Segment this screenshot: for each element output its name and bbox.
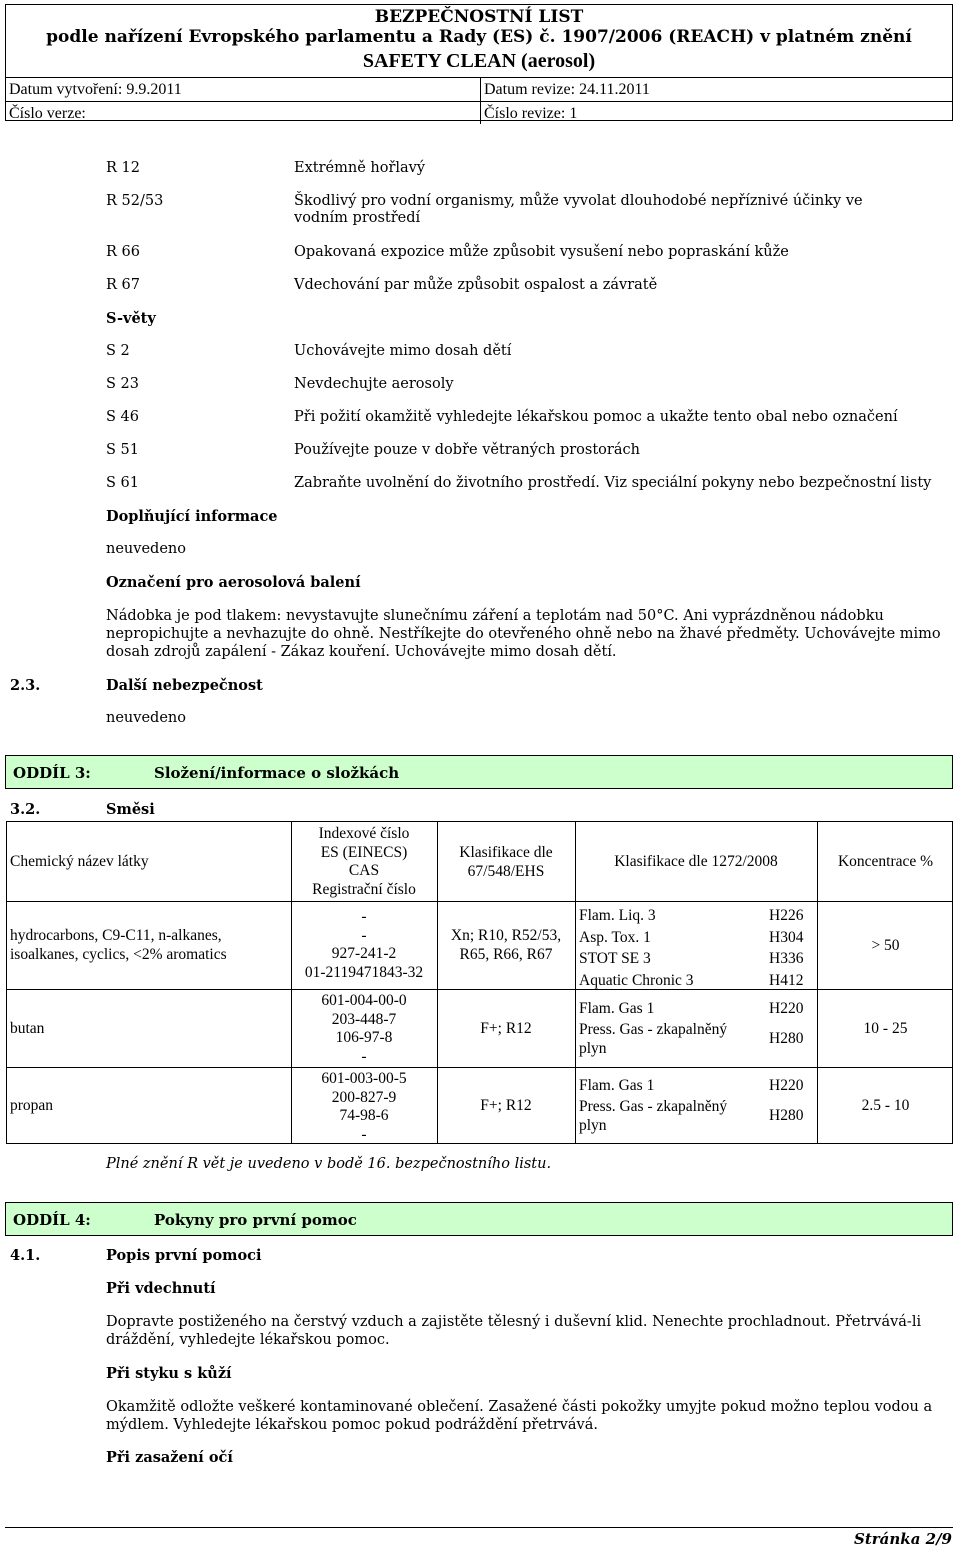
- section-number: ODDÍL 4:: [13, 1211, 91, 1229]
- footer-divider: [5, 1527, 953, 1528]
- table-row-class67: F+; R12: [480, 1097, 532, 1114]
- s-phrase-text: Nevdechujte aerosoly: [294, 376, 454, 392]
- id-line: 203-448-7: [331, 1010, 397, 1028]
- section-4-bar: [5, 1202, 953, 1236]
- page-number: Stránka 2/9: [854, 1530, 952, 1548]
- other-hazards-number: 2.3.: [10, 677, 41, 694]
- aerosol-text: Nádobka je pod tlakem: nevystavujte slunečnímu záření a teplotám nad 50°C. Ani vyprázdněnou nádobku nepropichujte a nevhazujte do ohně. Nestříkejte do otevřeného ohně nebo na žhavé předměty. Uchovávejte mimo dosah zdrojů zapálení - Zákaz kouření. Uchovávejte mimo dosah dětí.: [106, 608, 941, 660]
- table-row-h-statements: [769, 905, 803, 991]
- eye-contact-heading: Při zasažení očí: [106, 1449, 233, 1466]
- hazard-class: Asp. Tox. 1: [579, 928, 651, 946]
- name-line: isoalkanes, cyclics, <2% aromatics: [10, 945, 227, 963]
- r-phrases-note: Plné znění R vět je uvedeno v bodě 16. bezpečnostního listu.: [106, 1156, 552, 1172]
- table-row-classes: [579, 905, 749, 991]
- id-line: -: [361, 1125, 367, 1143]
- inhalation-heading: Při vdechnutí: [106, 1280, 216, 1297]
- table-row-class67: F+; R12: [480, 1020, 532, 1037]
- id-line: 200-827-9: [331, 1088, 397, 1106]
- table-row-name: propan: [10, 1097, 54, 1114]
- doc-title: BEZPEČNOSTNÍ LIST: [374, 7, 584, 27]
- product-name: SAFETY CLEAN (aerosol): [6, 50, 952, 78]
- skin-contact-heading: Při styku s kůží: [106, 1365, 232, 1382]
- id-line: 601-004-00-0: [321, 992, 407, 1009]
- aerosol-heading: Označení pro aerosolová balení: [106, 574, 361, 591]
- s-phrase-code: S 2: [106, 343, 130, 359]
- r-phrase-code: R 66: [106, 244, 140, 260]
- hazard-class: Press. Gas - zkapalněný plyn: [579, 1098, 728, 1134]
- s-phrase-text: Při požití okamžitě vyhledejte lékařskou pomoc a ukažte tento obal nebo označení: [294, 409, 898, 425]
- header-class-67-548: [437, 844, 575, 881]
- header-line: ES (EINECS): [320, 843, 408, 861]
- r-phrase-code: R 67: [106, 277, 140, 293]
- r-phrase-text: Opakovaná expozice může způsobit vysušení nebo popraskání kůže: [294, 244, 789, 260]
- s-phrase-text: Používejte pouze v dobře větraných prostorách: [294, 442, 640, 458]
- section-number: ODDÍL 3:: [13, 764, 91, 782]
- table-row-concentration: 10 - 25: [863, 1020, 908, 1037]
- supplementary-text: neuvedeno: [106, 541, 186, 557]
- table-row-name: butan: [10, 1020, 45, 1037]
- supplementary-heading: Doplňující informace: [106, 508, 278, 525]
- mixtures-number: 3.2.: [10, 801, 41, 818]
- document-header: [5, 4, 953, 121]
- h-statement: H336: [769, 950, 804, 967]
- s-phrase-code: S 23: [106, 376, 139, 392]
- mixtures-heading: Směsi: [106, 801, 155, 818]
- r-phrase-text: Škodlivý pro vodní organismy, může vyvolat dlouhodobé nepříznivé účinky ve vodním prostředí: [294, 193, 863, 226]
- h-statement: H220: [769, 1077, 804, 1094]
- header-substance-name: Chemický název látky: [10, 853, 149, 870]
- other-hazards-heading: Další nebezpečnost: [106, 677, 263, 694]
- revision-date: Datum revize: 24.11.2011: [484, 81, 650, 98]
- id-line: 01-2119471843-32: [304, 963, 424, 981]
- hazard-class: Press. Gas - zkapalněný plyn: [579, 1021, 728, 1057]
- table-row-name: [10, 927, 227, 964]
- h-statement: H226: [769, 907, 804, 924]
- created-date: Datum vytvoření: 9.9.2011: [6, 78, 481, 101]
- r-phrase-text: Extrémně hořlavý: [294, 160, 426, 176]
- hazard-class: Aquatic Chronic 3: [579, 971, 694, 989]
- id-line: 106-97-8: [335, 1029, 393, 1046]
- first-aid-heading: Popis první pomoci: [106, 1247, 262, 1264]
- id-line: -: [361, 926, 367, 944]
- table-row-concentration: 2.5 - 10: [861, 1097, 910, 1114]
- hazard-class: Flam. Liq. 3: [579, 907, 656, 924]
- table-row-class67: [437, 927, 575, 964]
- header-line: Registrační číslo: [312, 880, 416, 898]
- id-line: 927-241-2: [331, 945, 397, 962]
- r-phrase-code: R 12: [106, 160, 140, 176]
- header-index-numbers: [291, 825, 437, 899]
- class-line: Xn; R10, R52/53,: [450, 927, 562, 944]
- id-line: 74-98-6: [339, 1107, 389, 1124]
- header-line: Indexové číslo: [318, 825, 410, 842]
- h-statement: H412: [769, 971, 804, 989]
- s-phrase-code: S 61: [106, 475, 139, 491]
- table-row-ids: [291, 908, 437, 982]
- name-line: hydrocarbons, C9-C11, n-alkanes,: [10, 927, 222, 944]
- s-phrases-heading: S-věty: [106, 310, 156, 327]
- id-line: 601-003-00-5: [321, 1070, 407, 1087]
- id-line: -: [361, 908, 367, 925]
- skin-contact-text: Okamžitě odložte veškeré kontaminované oblečení. Zasažené části pokožky umyjte pokud možno teplou vodou a mýdlem. Vyhledejte lékařskou pomoc pokud podráždění přetrvává.: [106, 1399, 933, 1433]
- h-statement: H304: [769, 928, 804, 946]
- regulation-subtitle: podle nařízení Evropského parlamentu a Rady (ES) č. 1907/2006 (REACH) v platném znění: [46, 27, 912, 47]
- id-line: -: [361, 1047, 367, 1065]
- hazard-class: STOT SE 3: [579, 950, 651, 967]
- header-line: Klasifikace dle: [459, 844, 553, 861]
- s-phrase-code: S 46: [106, 409, 139, 425]
- r-phrase-text: Vdechování par může způsobit ospalost a závratě: [294, 277, 658, 293]
- section-3-bar: [5, 755, 953, 789]
- other-hazards-text: neuvedeno: [106, 710, 186, 726]
- first-aid-number: 4.1.: [10, 1247, 41, 1264]
- h-statement: H280: [769, 1107, 804, 1124]
- section-title: Pokyny pro první pomoc: [154, 1211, 357, 1229]
- section-title: Složení/informace o složkách: [154, 764, 400, 782]
- table-row-ids: [291, 992, 437, 1066]
- s-phrase-text: Uchovávejte mimo dosah dětí: [294, 343, 512, 359]
- header-class-1272-2008: Klasifikace dle 1272/2008: [614, 853, 778, 870]
- inhalation-text: Dopravte postiženého na čerstvý vzduch a zajistěte tělesný i duševní klid. Nenechte prochladnout. Přetrvává-li dráždění, vyhledejte lékařskou pomoc.: [106, 1314, 922, 1348]
- header-line: 67/548/EHS: [467, 862, 545, 880]
- version-number: Číslo verze:: [6, 102, 481, 124]
- hazard-class: Flam. Gas 1: [579, 1077, 655, 1094]
- s-phrase-code: S 51: [106, 442, 139, 458]
- header-concentration: Koncentrace %: [837, 853, 934, 870]
- r-phrase-code: R 52/53: [106, 193, 164, 209]
- h-statement: H220: [769, 1000, 804, 1017]
- class-line: R65, R66, R67: [459, 945, 553, 963]
- revision-number: Číslo revize: 1: [484, 105, 578, 122]
- table-row-ids: [291, 1070, 437, 1144]
- composition-table: [6, 821, 953, 1144]
- h-statement: H280: [769, 1030, 804, 1047]
- s-phrase-text: Zabraňte uvolnění do životního prostředí. Viz speciální pokyny nebo bezpečnostní listy: [294, 475, 932, 491]
- table-row-concentration: > 50: [871, 937, 900, 954]
- hazard-class: Flam. Gas 1: [579, 1000, 655, 1017]
- header-line: CAS: [348, 862, 380, 879]
